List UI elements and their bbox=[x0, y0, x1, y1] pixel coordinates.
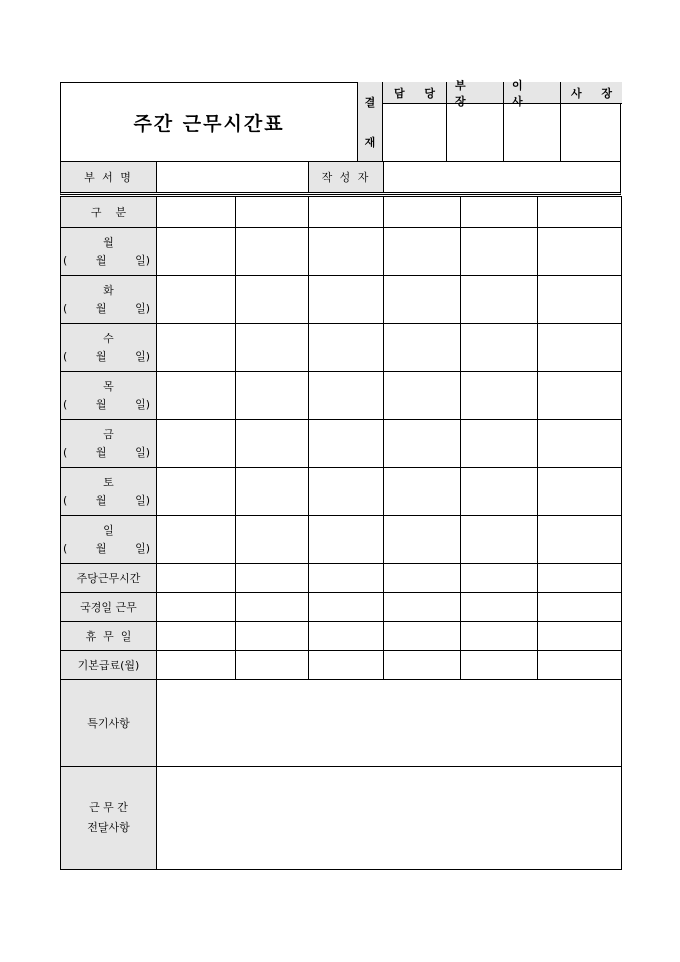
table-cell[interactable] bbox=[309, 420, 384, 468]
table-cell[interactable] bbox=[461, 593, 538, 622]
table-cell[interactable] bbox=[157, 372, 236, 420]
table-cell[interactable] bbox=[236, 516, 309, 564]
table-cell[interactable] bbox=[538, 516, 622, 564]
table-cell[interactable] bbox=[157, 516, 236, 564]
table-cell[interactable] bbox=[461, 622, 538, 651]
approval-col-president bbox=[561, 82, 622, 162]
table-cell[interactable] bbox=[309, 197, 384, 228]
table-cell[interactable] bbox=[461, 228, 538, 276]
table-cell[interactable] bbox=[309, 516, 384, 564]
table-cell[interactable] bbox=[309, 372, 384, 420]
approval-label-bottom: 재 bbox=[364, 136, 376, 149]
table-cell[interactable] bbox=[236, 622, 309, 651]
table-cell[interactable] bbox=[236, 276, 309, 324]
table-row bbox=[61, 468, 622, 516]
table-cell[interactable] bbox=[384, 651, 461, 680]
table-row bbox=[61, 516, 622, 564]
table-row bbox=[61, 228, 622, 276]
table-cell[interactable] bbox=[157, 468, 236, 516]
table-cell[interactable] bbox=[538, 228, 622, 276]
approval-sign-box[interactable] bbox=[447, 104, 503, 162]
notes-row bbox=[61, 680, 622, 767]
table-cell[interactable] bbox=[157, 593, 236, 622]
table-cell[interactable] bbox=[236, 197, 309, 228]
table-row bbox=[61, 420, 622, 468]
day-off-label: 휴 무 일 bbox=[61, 622, 157, 651]
table-cell[interactable] bbox=[538, 276, 622, 324]
table-row bbox=[61, 324, 622, 372]
handover-label: 근 무 간 전달사항 bbox=[61, 767, 157, 870]
base-salary-label: 기본급료(월) bbox=[61, 651, 157, 680]
approval-sign-box[interactable] bbox=[383, 104, 446, 162]
table-cell[interactable] bbox=[461, 324, 538, 372]
table-cell[interactable] bbox=[157, 228, 236, 276]
document-title: 주간 근무시간표 bbox=[133, 112, 285, 135]
table-cell[interactable] bbox=[236, 651, 309, 680]
approval-sign-box[interactable] bbox=[561, 104, 622, 162]
approval-head: 부 장 bbox=[447, 82, 503, 104]
day-label-tue: 화 ( 월 일) bbox=[61, 276, 157, 324]
table-cell[interactable] bbox=[461, 276, 538, 324]
handover-row bbox=[61, 767, 622, 870]
notes-label: 특기사항 bbox=[61, 680, 157, 767]
table-row bbox=[61, 276, 622, 324]
table-cell[interactable] bbox=[236, 228, 309, 276]
notes-field[interactable] bbox=[157, 680, 622, 767]
day-label-thu: 목 ( 월 일) bbox=[61, 372, 157, 420]
table-cell[interactable] bbox=[384, 516, 461, 564]
approval-col-manager bbox=[383, 82, 447, 162]
table-cell[interactable] bbox=[157, 420, 236, 468]
holiday-work-label: 국경일 근무 bbox=[61, 593, 157, 622]
table-cell[interactable] bbox=[309, 593, 384, 622]
work-schedule-document bbox=[60, 78, 621, 870]
table-row bbox=[61, 593, 622, 622]
table-row bbox=[61, 372, 622, 420]
table-cell[interactable] bbox=[461, 197, 538, 228]
table-cell[interactable] bbox=[384, 228, 461, 276]
day-label-sat: 토 ( 월 일) bbox=[61, 468, 157, 516]
approval-head: 담 당 bbox=[383, 82, 446, 104]
document-header bbox=[60, 78, 621, 162]
department-label: 부 서 명 bbox=[61, 162, 157, 192]
table-cell[interactable] bbox=[384, 420, 461, 468]
table-cell[interactable] bbox=[384, 564, 461, 593]
table-cell[interactable] bbox=[538, 420, 622, 468]
department-field[interactable] bbox=[157, 162, 309, 192]
approval-col-director bbox=[447, 78, 504, 162]
department-row bbox=[60, 161, 621, 195]
table-cell[interactable] bbox=[157, 276, 236, 324]
writer-field[interactable] bbox=[384, 162, 620, 192]
writer-label: 작 성 자 bbox=[309, 162, 384, 192]
schedule-table bbox=[60, 196, 622, 870]
table-cell[interactable] bbox=[236, 468, 309, 516]
table-cell[interactable] bbox=[538, 593, 622, 622]
table-cell[interactable] bbox=[309, 228, 384, 276]
table-cell[interactable] bbox=[157, 651, 236, 680]
table-row bbox=[61, 651, 622, 680]
table-row bbox=[61, 564, 622, 593]
table-cell[interactable] bbox=[461, 420, 538, 468]
approval-head: 이 사 bbox=[504, 82, 560, 104]
table-cell[interactable] bbox=[538, 651, 622, 680]
table-cell[interactable] bbox=[309, 622, 384, 651]
table-cell[interactable] bbox=[157, 324, 236, 372]
table-cell[interactable] bbox=[157, 622, 236, 651]
table-cell[interactable] bbox=[461, 651, 538, 680]
table-row bbox=[61, 622, 622, 651]
weekly-hours-label: 주당근무시간 bbox=[61, 564, 157, 593]
table-cell[interactable] bbox=[384, 468, 461, 516]
day-label-wed: 수 ( 월 일) bbox=[61, 324, 157, 372]
day-label-sun: 일 ( 월 일) bbox=[61, 516, 157, 564]
table-cell[interactable] bbox=[236, 564, 309, 593]
table-cell[interactable] bbox=[384, 324, 461, 372]
table-cell[interactable] bbox=[236, 593, 309, 622]
table-cell[interactable] bbox=[236, 372, 309, 420]
table-header-row bbox=[61, 197, 622, 228]
category-header: 구 분 bbox=[61, 197, 157, 228]
table-cell[interactable] bbox=[157, 197, 236, 228]
approval-block bbox=[357, 78, 622, 162]
table-cell[interactable] bbox=[384, 593, 461, 622]
table-cell[interactable] bbox=[538, 324, 622, 372]
table-cell[interactable] bbox=[309, 324, 384, 372]
table-cell[interactable] bbox=[384, 197, 461, 228]
table-cell[interactable] bbox=[461, 564, 538, 593]
table-cell[interactable] bbox=[538, 564, 622, 593]
table-cell[interactable] bbox=[384, 276, 461, 324]
table-cell[interactable] bbox=[384, 622, 461, 651]
table-cell[interactable] bbox=[309, 564, 384, 593]
table-cell[interactable] bbox=[384, 372, 461, 420]
table-cell[interactable] bbox=[461, 468, 538, 516]
day-label-fri: 금 ( 월 일) bbox=[61, 420, 157, 468]
day-label-mon: 월 ( 월 일) bbox=[61, 228, 157, 276]
table-cell[interactable] bbox=[236, 324, 309, 372]
table-cell[interactable] bbox=[309, 651, 384, 680]
table-cell[interactable] bbox=[309, 468, 384, 516]
handover-field[interactable] bbox=[157, 767, 622, 870]
approval-head: 사 장 bbox=[561, 82, 622, 104]
approval-label-top: 결 bbox=[364, 96, 376, 109]
table-cell[interactable] bbox=[538, 372, 622, 420]
table-cell[interactable] bbox=[309, 276, 384, 324]
table-cell[interactable] bbox=[538, 197, 622, 228]
table-cell[interactable] bbox=[461, 516, 538, 564]
approval-col-executive bbox=[504, 78, 561, 162]
approval-label bbox=[357, 82, 383, 162]
table-cell[interactable] bbox=[157, 564, 236, 593]
table-cell[interactable] bbox=[538, 468, 622, 516]
table-cell[interactable] bbox=[538, 622, 622, 651]
approval-sign-box[interactable] bbox=[504, 104, 560, 162]
table-cell[interactable] bbox=[461, 372, 538, 420]
table-cell[interactable] bbox=[236, 420, 309, 468]
